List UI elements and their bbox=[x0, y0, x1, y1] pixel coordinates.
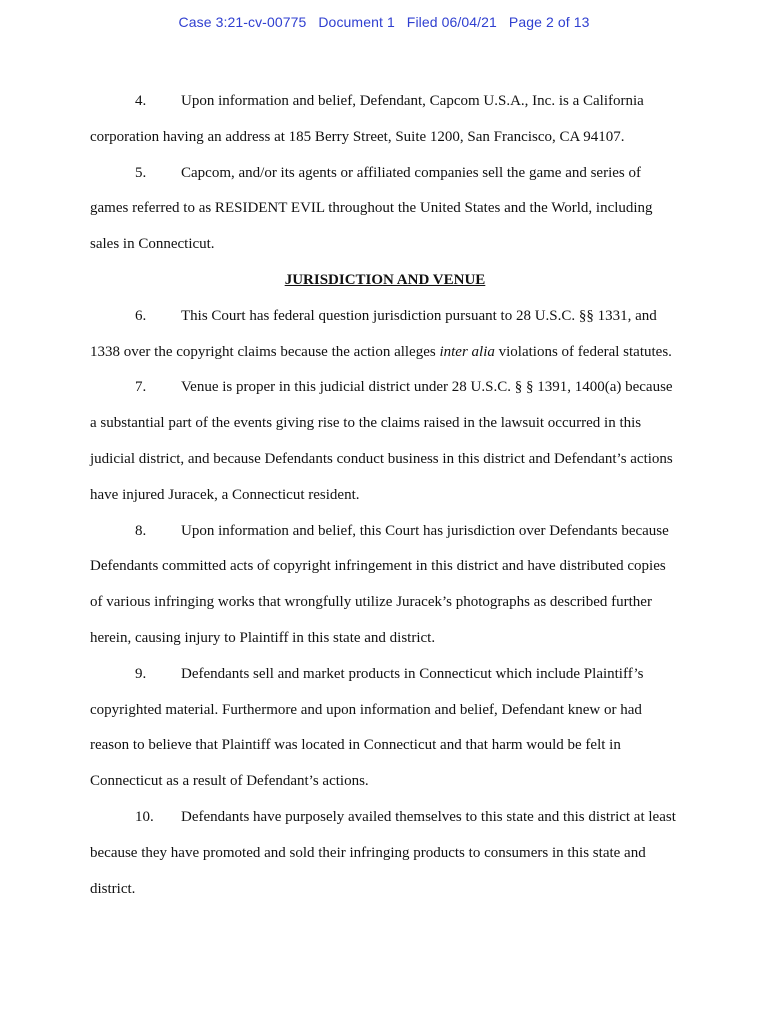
paragraph-4-line-2: corporation having an address at 185 Berry Street, Suite 1200, San Francisco, CA 94107. bbox=[90, 128, 625, 145]
paragraph-9-line-4: Connecticut as a result of Defendant’s actions. bbox=[90, 773, 369, 790]
paragraph-7-line-1 bbox=[90, 370, 680, 406]
paragraph-9-line-1 bbox=[90, 657, 680, 693]
section-heading: JURISDICTION AND VENUE bbox=[284, 271, 486, 288]
paragraph-number: 8. bbox=[135, 522, 147, 539]
paragraph-text: Venue is proper in this judicial district under 28 U.S.C. § § 1391, 1400(a) because bbox=[181, 379, 673, 396]
paragraph-8-line-1 bbox=[90, 514, 680, 550]
paragraph-5-line-2: games referred to as RESIDENT EVIL throughout the United States and the World, including bbox=[90, 200, 653, 217]
paragraph-text: Upon information and belief, this Court has jurisdiction over Defendants because bbox=[181, 522, 669, 539]
paragraph-text: This Court has federal question jurisdiction pursuant to 28 U.S.C. §§ 1331, and bbox=[181, 307, 657, 324]
paragraph-10-line-1 bbox=[90, 800, 680, 836]
paragraph-number: 7. bbox=[135, 379, 147, 396]
paragraph-9-line-2: copyrighted material. Furthermore and upon information and belief, Defendant knew or had bbox=[90, 701, 642, 718]
paragraph-number: 6. bbox=[135, 307, 147, 324]
case-header: Case 3:21-cv-00775 Document 1 Filed 06/04/21 Page 2 of 13 bbox=[178, 14, 590, 30]
paragraph-text: Defendants sell and market products in Connecticut which include Plaintiff’s bbox=[181, 665, 644, 682]
paragraph-text: Upon information and belief, Defendant, Capcom U.S.A., Inc. is a California bbox=[181, 93, 644, 109]
paragraph-6-line-1 bbox=[90, 299, 680, 335]
paragraph-10-line-2: because they have promoted and sold their infringing products to consumers in this state and bbox=[90, 844, 646, 861]
paragraph-6-line-2 bbox=[90, 335, 680, 371]
paragraph-text: 1338 over the copyright claims because the action alleges bbox=[90, 343, 440, 360]
paragraph-text: Capcom, and/or its agents or affiliated companies sell the game and series of bbox=[181, 164, 641, 181]
paragraph-4-line-1 bbox=[90, 84, 680, 120]
paragraph-text: violations of federal statutes. bbox=[494, 343, 672, 360]
paragraph-number: 5. bbox=[135, 164, 147, 181]
paragraph-number: 10. bbox=[135, 808, 154, 825]
paragraph-10-line-3: district. bbox=[90, 880, 136, 897]
paragraph-7-line-3: judicial district, and because Defendants conduct business in this district and Defendant’s actions bbox=[90, 450, 673, 467]
paragraph-number: 4. bbox=[135, 93, 147, 109]
paragraph-9-line-3: reason to believe that Plaintiff was located in Connecticut and that harm would be felt in bbox=[90, 737, 621, 754]
paragraph-8-line-3: of various infringing works that wrongfully utilize Juracek’s photographs as described further bbox=[90, 594, 652, 611]
paragraph-5-line-1 bbox=[90, 156, 680, 192]
paragraph-7-line-4: have injured Juracek, a Connecticut resident. bbox=[90, 486, 360, 503]
paragraph-5-line-3: sales in Connecticut. bbox=[90, 236, 215, 253]
paragraph-8-line-4: herein, causing injury to Plaintiff in this state and district. bbox=[90, 629, 436, 646]
paragraph-number: 9. bbox=[135, 665, 147, 682]
paragraph-7-line-2: a substantial part of the events giving rise to the claims raised in the lawsuit occurred in this bbox=[90, 415, 642, 432]
italic-text: inter alia bbox=[439, 343, 495, 360]
document-body bbox=[90, 84, 680, 907]
paragraph-8-line-2: Defendants committed acts of copyright infringement in this district and have distributed copies bbox=[90, 558, 666, 575]
paragraph-text: Defendants have purposely availed themselves to this state and this district at least bbox=[181, 808, 676, 825]
